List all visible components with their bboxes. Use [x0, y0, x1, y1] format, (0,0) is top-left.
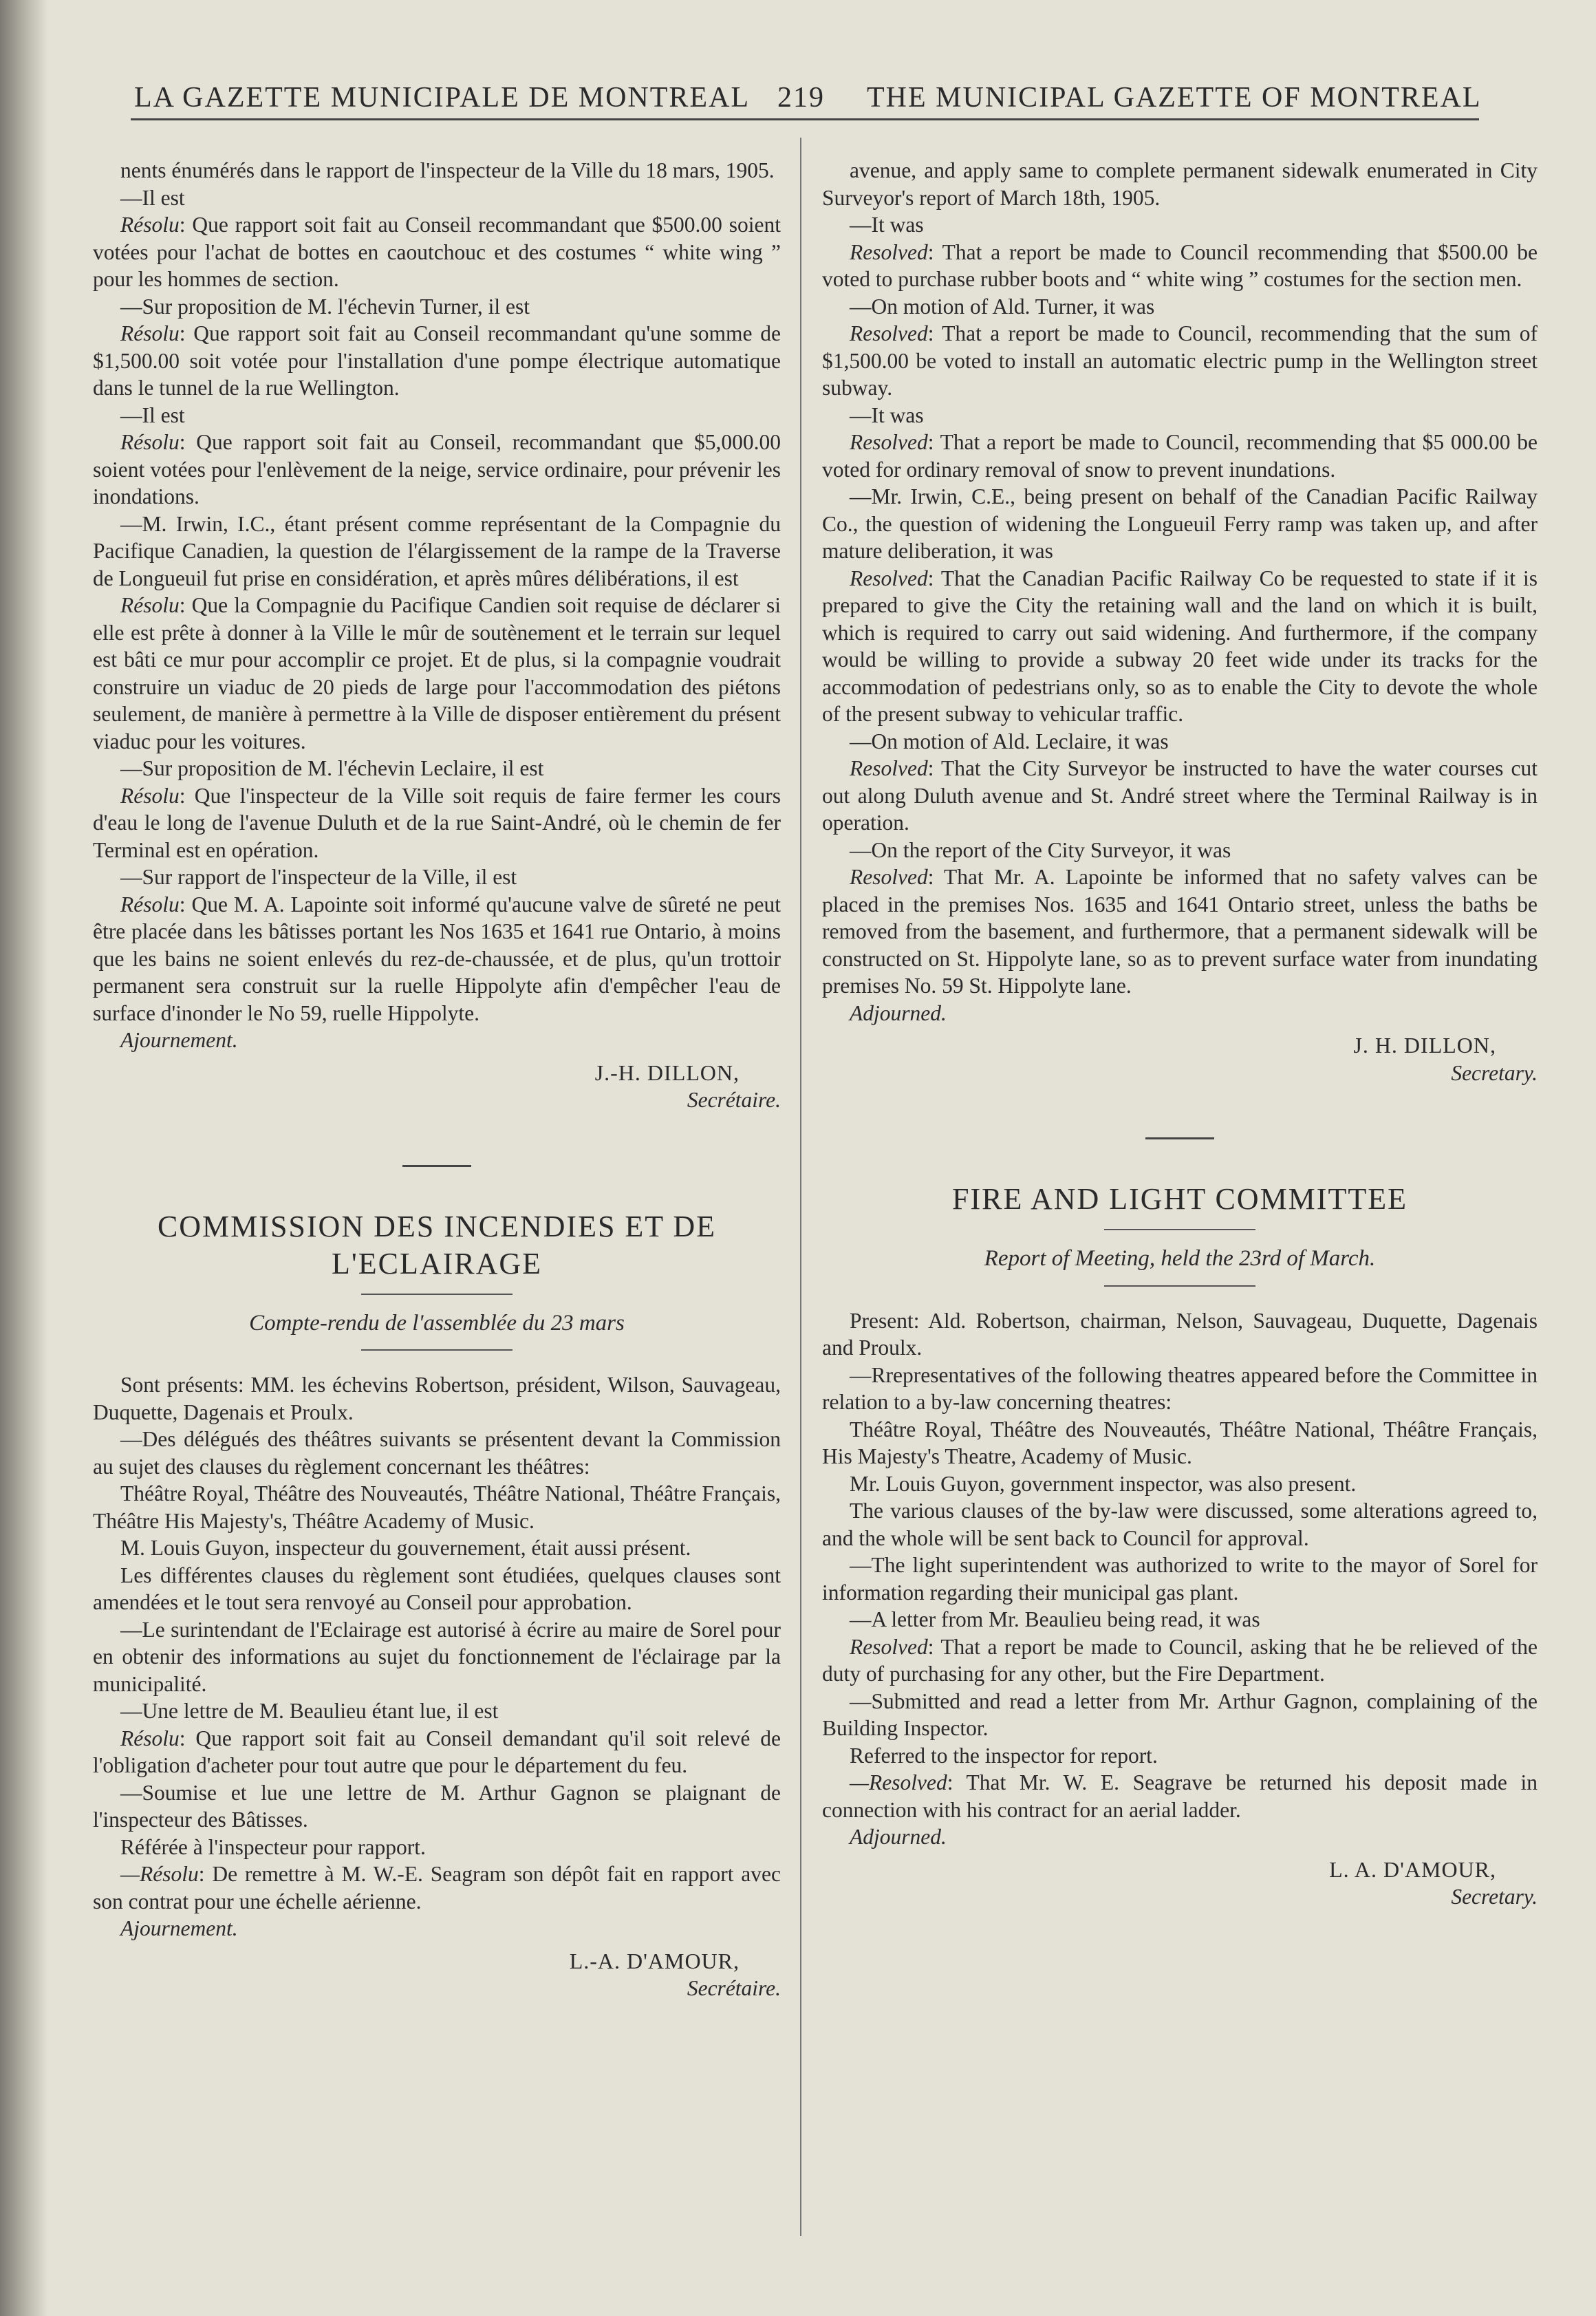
header-left-title: LA GAZETTE MUNICIPALE DE MONTREAL — [134, 82, 751, 114]
english-minutes — [822, 157, 1538, 1000]
paragraph — [822, 157, 1538, 211]
paragraph-text: : That a report be made to Council recommending that $500.00 be voted to purchase rubber boots and “ white wing ” costumes for the section men. — [822, 239, 1538, 291]
running-head — [134, 81, 1482, 122]
section-subtitle: Report of Meeting, held the 23rd of March. — [984, 1246, 1376, 1271]
paragraph-text: —M. Irwin, I.C., étant présent comme représentant de la Compagnie du Pacifique Canadien, la question de l'élargissement de la rampe de la Traverse de Longueuil fut prise en considération, et après mûres délibérations, il est — [93, 511, 781, 590]
adjourn-note: Ajournement. — [120, 1028, 238, 1052]
french-minutes — [93, 157, 781, 1027]
section-title: COMMISSION DES INCENDIES ET DE L'ECLAIRAGE — [157, 1209, 717, 1280]
signature-title: Secrétaire. — [687, 1976, 781, 2000]
paragraph — [93, 1834, 781, 1861]
paragraph-text: : Que la Compagnie du Pacifique Candien soit requise de déclarer si elle est prête à donner à la Ville le mûr de soutènement et le terrain sur lequel est bâti ce mur pour accomplir ce projet. Et de plus, si la compagnie voudrait construire un viaduc de 20 pieds de large pour l'accommodation des piétons seulement, de manière à permettre à la Ville de disposer entièrement du présent viaduc pour les voitures. — [93, 593, 781, 753]
paragraph — [93, 184, 781, 212]
paragraph — [822, 1552, 1538, 1606]
paragraph — [93, 1779, 781, 1834]
paragraph-text: Référée à l'inspecteur pour rapport. — [120, 1834, 426, 1859]
paragraph — [822, 211, 1538, 239]
paragraph — [822, 728, 1538, 755]
paragraph-text: Théâtre Royal, Théâtre des Nouveautés, Théâtre National, Théâtre Français, His Majesty's Theatre, Academy of Music. — [822, 1417, 1538, 1468]
paragraph — [93, 1426, 781, 1480]
resolution-lead: Resolved — [850, 566, 928, 590]
paragraph — [822, 1633, 1538, 1688]
paragraph — [93, 1371, 781, 1426]
paragraph-text: : Que rapport soit fait au Conseil recommandant que $500.00 soient votées pour l'achat de bottes en caoutchouc et des costumes “ white wing ” pour les hommes de section. — [93, 213, 781, 291]
resolution-lead: Resolved — [850, 865, 928, 889]
paragraph-text: Les différentes clauses du règlement sont étudiées, quelques clauses sont amendées et le tout sera renvoyé au Conseil pour approbation. — [93, 1563, 781, 1614]
paragraph — [822, 837, 1538, 864]
paragraph-text: —Une lettre de M. Beaulieu étant lue, il est — [120, 1699, 499, 1723]
paragraph-text: : That the City Surveyor be instructed to have the water courses cut out along Duluth avenue and St. André street where the Terminal Railway is in operation. — [822, 756, 1538, 835]
paragraph-text: —On the report of the City Surveyor, it was — [850, 837, 1231, 862]
resolution-lead: Résolu — [120, 1726, 180, 1750]
paragraph-text: Referred to the inspector for report. — [850, 1743, 1158, 1768]
signature-title: Secrétaire. — [687, 1088, 781, 1112]
paragraph-text: Present: Ald. Robertson, chairman, Nelson, Sauvageau, Duquette, Dagenais and Proulx. — [822, 1308, 1538, 1360]
paragraph — [93, 1534, 781, 1562]
paragraph — [822, 1497, 1538, 1552]
paragraph — [822, 755, 1538, 837]
paragraph — [822, 1307, 1538, 1362]
paragraph — [93, 755, 781, 782]
resolution-lead: Resolved — [850, 239, 928, 264]
section-subtitle: Compte-rendu de l'assemblée du 23 mars — [249, 1310, 625, 1336]
paragraph-text: —On motion of Ald. Leclaire, it was — [850, 729, 1169, 753]
header-right-title: THE MUNICIPAL GAZETTE OF MONTREAL — [867, 82, 1482, 114]
paragraph — [822, 1362, 1538, 1416]
paragraph — [822, 1769, 1538, 1823]
paragraph-text: —Rrepresentatives of the following theatres appeared before the Committee in relation to a by-law concerning theatres: — [822, 1362, 1538, 1414]
resolution-lead: Resolved — [850, 430, 928, 454]
paragraph — [93, 782, 781, 864]
resolution-lead: Resolved — [850, 321, 928, 345]
paragraph-text: —Des délégués des théâtres suivants se présentent devant la Commission au sujet des clauses du règlement concernant les théâtres: — [93, 1427, 781, 1479]
paragraph-text: avenue, and apply same to complete permanent sidewalk enumerated in City Surveyor's report of March 18th, 1905. — [822, 158, 1538, 210]
paragraph-text: : De remettre à M. W.-E. Seagram son dépôt fait en rapport avec son contrat pour une échelle aérienne. — [93, 1862, 781, 1913]
paragraph-text: —The light superintendent was authorized to write to the mayor of Sorel for information regarding their municipal gas plant. — [822, 1553, 1538, 1605]
paragraph-text: : That a report be made to Council, asking that he be relieved of the duty of purchasing for any other, but the Fire Department. — [822, 1634, 1538, 1686]
paragraph-text: : That a report be made to Council, recommending that $5 000.00 be voted for ordinary removal of snow to prevent inundations. — [822, 430, 1538, 482]
paragraph-text: : Que l'inspecteur de la Ville soit requis de faire fermer les cours d'eau le long de l'avenue Duluth et de la rue Saint-André, où le chemin de fer Terminal est en opération. — [93, 783, 781, 862]
paragraph-text: nents énumérés dans le rapport de l'inspecteur de la Ville du 18 mars, 1905. — [120, 158, 775, 182]
paragraph-text: —Sur proposition de M. l'échevin Turner, il est — [120, 294, 530, 319]
paragraph — [822, 1606, 1538, 1633]
left-column — [93, 157, 781, 2002]
paragraph — [822, 1470, 1538, 1498]
signature-title: Secretary. — [1451, 1885, 1538, 1909]
signature — [822, 1856, 1538, 1911]
paragraph — [93, 511, 781, 592]
paragraph — [93, 157, 781, 184]
paragraph-text: —It was — [850, 213, 924, 237]
adjourn-note: Ajournement. — [120, 1916, 238, 1940]
paragraph-text: —Le surintendant de l'Eclairage est autorisé à écrire au maire de Sorel pour en obtenir des informations au sujet du fonctionnement de l'éclairage par la municipalité. — [93, 1617, 781, 1696]
resolution-lead: Résolu — [120, 892, 180, 916]
paragraph-text: : That Mr. A. Lapointe be informed that no safety valves can be placed in the premises Nos. 1635 and 1641 Ontario street, unless the baths be removed from the basement, and furthermore, that a permanent sidewalk will be constructed on St. Hippolyte lane, so as to prevent surface water from inundating premises No. 59 St. Hippolyte lane. — [822, 865, 1538, 998]
resolution-lead: Résolu — [120, 213, 180, 237]
paragraph — [822, 239, 1538, 293]
paragraph-text: —Il est — [120, 185, 185, 210]
paragraph-text: M. Louis Guyon, inspecteur du gouvernement, était aussi présent. — [120, 1536, 691, 1560]
french-committee-report — [93, 1371, 781, 1915]
column-divider — [800, 138, 801, 2236]
header-rule — [131, 118, 1479, 120]
paragraph — [93, 864, 781, 891]
paragraph-text: The various clauses of the by-law were discussed, some alterations agreed to, and the whole will be sent back to Council for approval. — [822, 1499, 1538, 1550]
paragraph-text: : Que rapport soit fait au Conseil, recommandant que $5,000.00 soient votées pour l'enlèvement de la neige, service ordinaire, pour prévenir les inondations. — [93, 430, 781, 508]
paragraph — [93, 592, 781, 755]
paragraph — [822, 293, 1538, 321]
paragraph — [822, 483, 1538, 565]
paragraph — [93, 402, 781, 429]
page-number: 219 — [777, 82, 825, 114]
paragraph — [822, 1742, 1538, 1770]
paragraph — [822, 402, 1538, 429]
resolution-lead: Résolu — [120, 430, 180, 454]
paragraph — [93, 1562, 781, 1616]
adjourn-note: Adjourned. — [850, 1000, 947, 1025]
signature — [822, 1032, 1538, 1086]
paragraph — [93, 429, 781, 511]
signature-title: Secretary. — [1451, 1060, 1538, 1085]
signature-name: J. H. DILLON, — [1353, 1033, 1496, 1058]
paragraph-text: —On motion of Ald. Turner, it was — [850, 294, 1155, 319]
resolution-lead: Résolu — [120, 321, 180, 345]
paragraph-text: —Mr. Irwin, C.E., being present on behalf of the Canadian Pacific Railway Co., the question of widening the Longueuil Ferry ramp was taken up, and after mature deliberation, it was — [822, 484, 1538, 563]
paragraph-text: : That the Canadian Pacific Railway Co be requested to state if it is prepared to give the City the retaining wall and the land on which it is built, which is required to carry out said widening. And furthermore, if the company would be willing to provide a subway 20 feet wide under its tracks for the accommodation of pedestrians only, so as to enable the City to devote the whole of the present subway to vehicular traffic. — [822, 566, 1538, 726]
paragraph-text: —Submitted and read a letter from Mr. Arthur Gagnon, complaining of the Building Inspector. — [822, 1688, 1538, 1740]
paragraph — [93, 320, 781, 402]
english-committee-report — [822, 1307, 1538, 1824]
signature — [93, 1948, 781, 2002]
paragraph — [93, 1480, 781, 1534]
section-title: FIRE AND LIGHT COMMITTEE — [952, 1182, 1408, 1216]
paragraph-text: —Sur proposition de M. l'échevin Leclaire, il est — [120, 756, 544, 780]
paragraph-text: : That a report be made to Council, recommending that the sum of $1,500.00 be voted to install an automatic electric pump in the Wellington street subway. — [822, 321, 1538, 400]
paragraph — [93, 891, 781, 1027]
paragraph — [93, 1725, 781, 1779]
paragraph-text: : Que rapport soit fait au Conseil demandant qu'il soit relevé de l'obligation d'acheter pour tout autre que pour le département du feu. — [93, 1726, 781, 1777]
paragraph — [822, 429, 1538, 483]
resolution-lead: —Resolved — [850, 1770, 947, 1794]
resolution-lead: Résolu — [120, 783, 180, 808]
paragraph-text: —A letter from Mr. Beaulieu being read, it was — [850, 1607, 1260, 1631]
paragraph-text: Sont présents: MM. les échevins Robertson, président, Wilson, Sauvageau, Duquette, Dagenais et Proulx. — [93, 1373, 781, 1424]
paragraph-text: Mr. Louis Guyon, government inspector, was also present. — [850, 1471, 1357, 1496]
paragraph — [822, 1688, 1538, 1742]
paragraph — [822, 864, 1538, 1000]
paragraph-text: Théâtre Royal, Théâtre des Nouveautés, Théâtre National, Théâtre Français, Théâtre His Majesty's, Théâtre Academy of Music. — [93, 1481, 781, 1533]
paragraph — [93, 293, 781, 321]
adjourn-note: Adjourned. — [850, 1825, 947, 1849]
paragraph-text: —Il est — [120, 403, 185, 427]
paragraph — [822, 1416, 1538, 1470]
signature-name: J.-H. DILLON, — [594, 1060, 740, 1085]
binding-shadow — [0, 0, 48, 2316]
resolution-lead: Resolved — [850, 756, 928, 780]
paragraph-text: : Que rapport soit fait au Conseil recommandant qu'une somme de $1,500.00 soit votée pour l'installation d'une pompe électrique automatique dans le tunnel de la rue Wellington. — [93, 321, 781, 400]
paragraph-text: : That Mr. W. E. Seagrave be returned his deposit made in connection with his contract for an aerial ladder. — [822, 1770, 1538, 1822]
paragraph-text: : Que M. A. Lapointe soit informé qu'aucune valve de sûreté ne peut être placée dans les bâtisses portant les Nos 1635 et 1641 rue Ontario, à moins que les bains ne soient enlevés du rez-de-chaussée, et de plus, qu'un trottoir permanent sera construit sur la ruelle Hippolyte afin d'empêcher l'eau de surface d'inonder le No 59, ruelle Hippolyte. — [93, 892, 781, 1025]
paragraph — [93, 1616, 781, 1698]
paragraph — [822, 320, 1538, 402]
resolution-lead: —Résolu — [120, 1862, 199, 1886]
paragraph — [93, 211, 781, 293]
signature-name: L. A. D'AMOUR, — [1329, 1856, 1496, 1882]
paragraph — [822, 565, 1538, 728]
right-column — [822, 157, 1538, 1911]
paragraph — [93, 1697, 781, 1725]
signature-name: L.-A. D'AMOUR, — [569, 1948, 740, 1973]
signature — [93, 1060, 781, 1114]
resolution-lead: Résolu — [120, 593, 180, 617]
paragraph-text: —Sur rapport de l'inspecteur de la Ville, il est — [120, 865, 517, 889]
paragraph-text: —Soumise et lue une lettre de M. Arthur Gagnon se plaignant de l'inspecteur des Bâtisses. — [93, 1780, 781, 1832]
paragraph — [93, 1861, 781, 1915]
paragraph-text: —It was — [850, 403, 924, 427]
resolution-lead: Resolved — [850, 1634, 928, 1659]
